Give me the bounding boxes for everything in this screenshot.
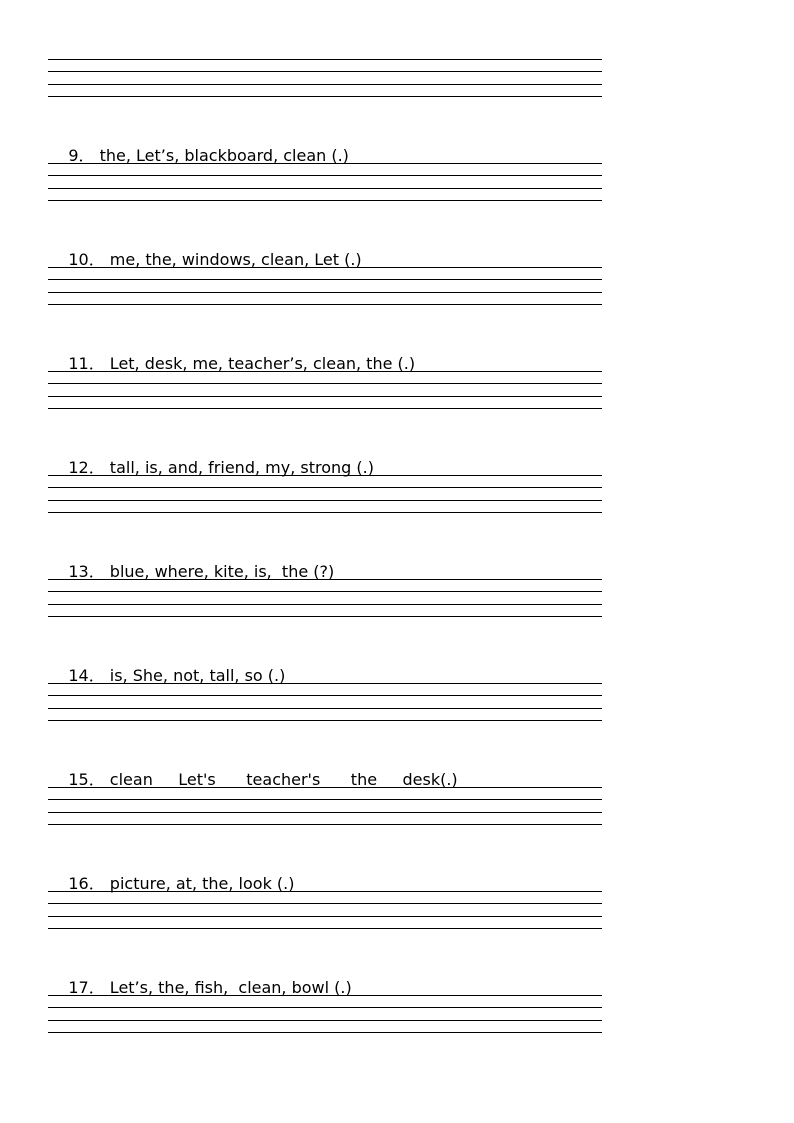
answer-lines-13	[48, 579, 602, 619]
question-13	[48, 536, 608, 581]
ruled-line	[48, 200, 602, 201]
answer-lines-8	[48, 59, 602, 99]
answer-lines-15	[48, 787, 602, 827]
ruled-line	[48, 1020, 602, 1021]
question-16	[48, 848, 608, 893]
question-17	[48, 952, 608, 997]
ruled-line	[48, 928, 602, 929]
ruled-line	[48, 824, 602, 825]
question-number: 10．	[68, 250, 105, 269]
ruled-line	[48, 812, 602, 813]
ruled-line	[48, 475, 602, 476]
ruled-line	[48, 175, 602, 176]
question-prompt: Let, desk, me, teacher’s, clean, the (.)	[104, 354, 416, 373]
answer-lines-14	[48, 683, 602, 723]
ruled-line	[48, 512, 602, 513]
ruled-line	[48, 84, 602, 85]
question-9	[48, 120, 608, 165]
ruled-line	[48, 799, 602, 800]
question-15	[48, 744, 608, 789]
ruled-line	[48, 708, 602, 709]
ruled-line	[48, 916, 602, 917]
question-12	[48, 432, 608, 477]
question-prompt: Let’s, the, fish, clean, bowl (.)	[104, 978, 352, 997]
ruled-line	[48, 59, 602, 60]
ruled-line	[48, 500, 602, 501]
ruled-line	[48, 279, 602, 280]
ruled-line	[48, 720, 602, 721]
question-number: 9．	[68, 146, 95, 165]
ruled-line	[48, 579, 602, 580]
ruled-line	[48, 408, 602, 409]
question-10	[48, 224, 608, 269]
ruled-line	[48, 695, 602, 696]
ruled-line	[48, 683, 602, 684]
question-prompt: picture, at, the, look (.)	[104, 874, 295, 893]
question-prompt: the, Let’s, blackboard, clean (.)	[94, 146, 349, 165]
ruled-line	[48, 371, 602, 372]
question-number: 17．	[68, 978, 105, 997]
ruled-line	[48, 267, 602, 268]
ruled-line	[48, 903, 602, 904]
ruled-line	[48, 383, 602, 384]
ruled-line	[48, 891, 602, 892]
question-number: 14．	[68, 666, 105, 685]
question-prompt: is, She, not, tall, so (.)	[104, 666, 286, 685]
ruled-line	[48, 396, 602, 397]
ruled-line	[48, 96, 602, 97]
ruled-line	[48, 1032, 602, 1033]
ruled-line	[48, 292, 602, 293]
ruled-line	[48, 188, 602, 189]
answer-lines-10	[48, 267, 602, 307]
question-number: 12．	[68, 458, 105, 477]
question-prompt: blue, where, kite, is, the (?)	[104, 562, 335, 581]
ruled-line	[48, 995, 602, 996]
question-number: 15．	[68, 770, 105, 789]
ruled-line	[48, 487, 602, 488]
answer-lines-17	[48, 995, 602, 1035]
answer-lines-12	[48, 475, 602, 515]
ruled-line	[48, 1007, 602, 1008]
question-prompt: tall, is, and, friend, my, strong (.)	[104, 458, 374, 477]
question-prompt: me, the, windows, clean, Let (.)	[104, 250, 362, 269]
ruled-line	[48, 304, 602, 305]
question-14	[48, 640, 608, 685]
answer-lines-16	[48, 891, 602, 931]
ruled-line	[48, 591, 602, 592]
ruled-line	[48, 604, 602, 605]
ruled-line	[48, 163, 602, 164]
question-number: 16．	[68, 874, 105, 893]
question-prompt: clean Let's teacher's the desk(.)	[104, 770, 458, 789]
question-number: 11．	[68, 354, 105, 373]
question-11	[48, 328, 608, 373]
ruled-line	[48, 71, 602, 72]
ruled-line	[48, 616, 602, 617]
answer-lines-11	[48, 371, 602, 411]
ruled-line	[48, 787, 602, 788]
answer-lines-9	[48, 163, 602, 203]
question-number: 13．	[68, 562, 105, 581]
